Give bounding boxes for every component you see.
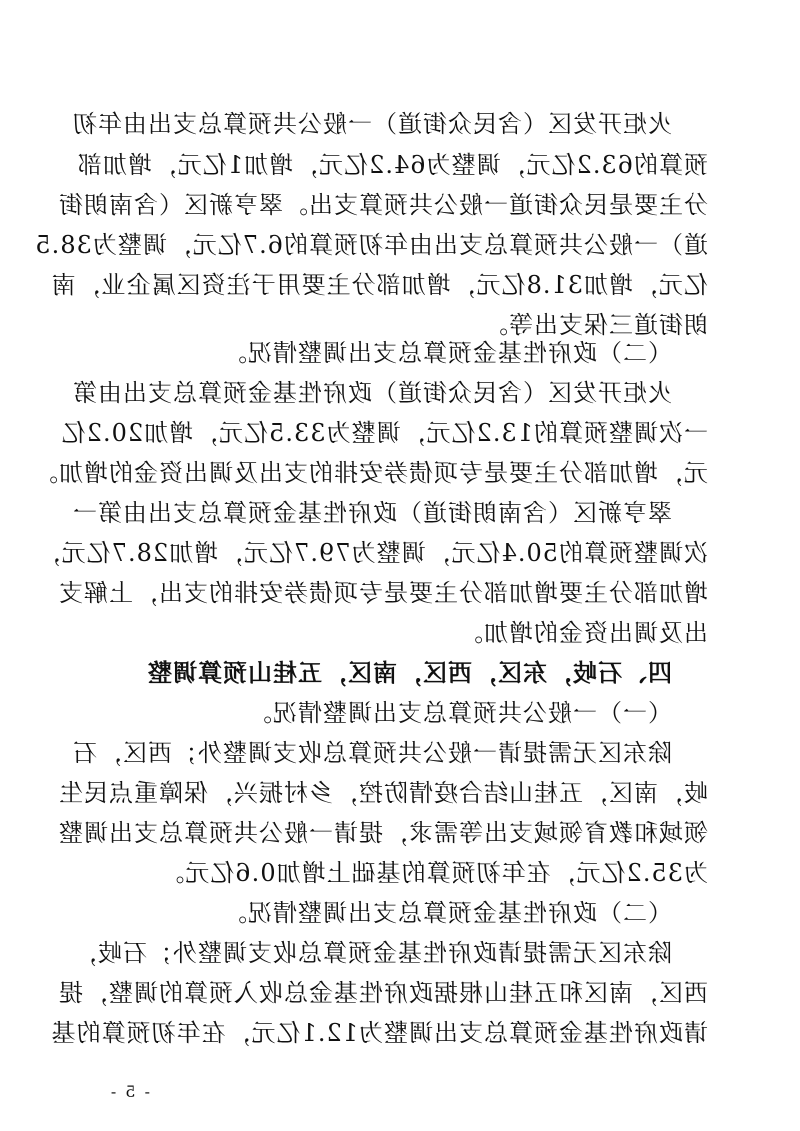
subheading: （二）政府性基金预算总支出调整情况。: [222, 339, 672, 367]
subheading: （一）一般公共预算总支出调整情况。: [247, 699, 672, 727]
body-line: 请政府性基金预算总支出调整为12.1亿元，在年初预算的基: [50, 1019, 708, 1047]
body-line: 翠亨新区（含南朗街道）政府性基金预算总支出由第一: [72, 499, 672, 527]
subheading: （二）政府性基金预算总支出调整情况。: [222, 899, 672, 927]
body-line: 除东区无需提请政府性基金预算总收支调整外；石岐，: [72, 939, 672, 967]
body-line: 火炬开发区（含民众街道）一般公共预算总支出由年初: [72, 110, 672, 138]
body-line: 火炬开发区（含民众街道）政府性基金预算总支出由第: [72, 379, 672, 407]
body-line: 岐，南区，五桂山结合疫情防控，乡村振兴，保障重点民生: [58, 779, 708, 807]
body-line: 西区，南区和五桂山根据政府性基金总收入预算的调整，提: [58, 979, 708, 1007]
body-line: 朗街道三保支出等。: [483, 311, 708, 339]
page-number: - 5 -: [108, 1082, 150, 1101]
body-line: 除东区无需提请一般公共预算总收支调整外；西区，石: [72, 739, 672, 767]
body-line: 领域和教育领域支出等需求，提请一般公共预算总支出调整: [58, 819, 708, 847]
body-line: 增加部分主要增加部分主要是专项债券安排的支出，上解支: [58, 579, 708, 607]
section-heading: 四、石岐，东区，西区，南区，五桂山预算调整: [147, 659, 672, 687]
body-line: 预算的63.2亿元，调整为64.2亿元，增加1亿元，增加部: [76, 151, 708, 179]
body-line: 分主要是民众街道一般公共预算支出。翠亨新区（含南朗街: [58, 191, 708, 219]
body-line: 元，增加部分主要是专项债券安排的支出及调出资金的增加。: [33, 459, 708, 487]
body-line: 亿元，增加31.8亿元，增加部分主要用于注资区属企业，南: [50, 271, 708, 299]
body-line: 一次调整预算的13.2亿元，调整为33.5亿元，增加20.2亿: [60, 419, 708, 447]
body-line: 次调整预算的50.4亿元，调整为79.7亿元，增加28.7亿元，: [35, 539, 708, 567]
body-line: 为35.2亿元，在年初预算的基础上增加0.6亿元。: [159, 859, 708, 887]
body-line: 出及调出资金的增加。: [458, 619, 708, 647]
body-line: 道）一般公共预算总支出由年初预算的6.7亿元，调整为38.5: [34, 231, 708, 259]
